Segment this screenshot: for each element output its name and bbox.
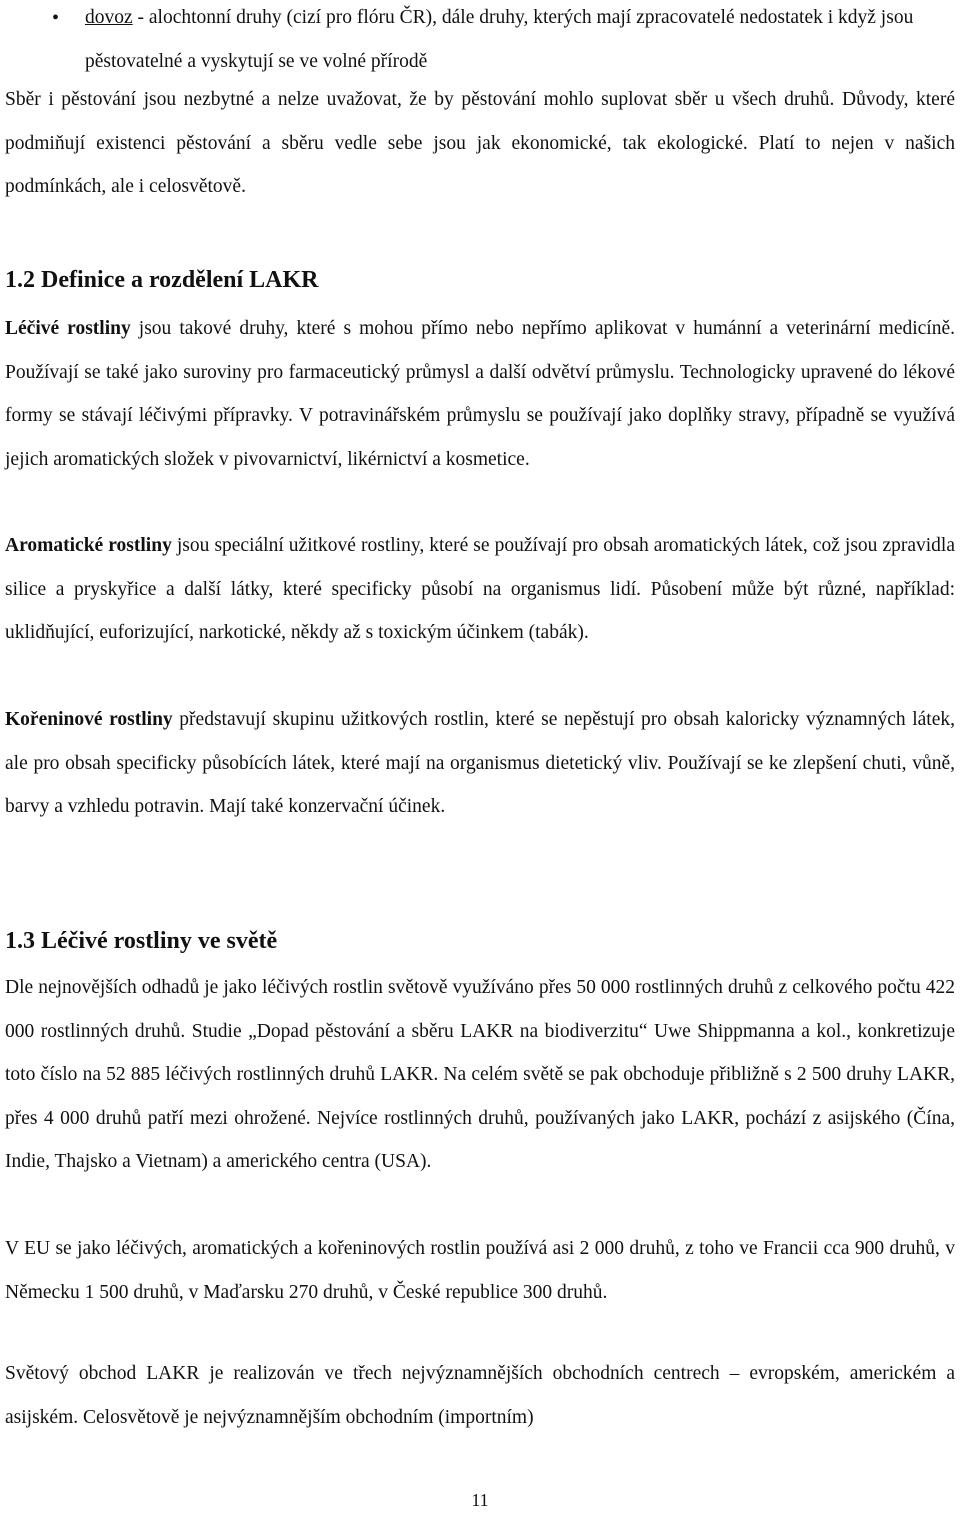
paragraph-text: jsou takové druhy, které s mohou přímo nebo nepřímo aplikovat v humánní a veterinární medicíně. Používají se také jako suroviny pro farmaceutický průmysl a další odvětví průmyslu. Technologicky upravené do lékové formy se stávají léčivými přípravky. V potravinářském průmyslu se používají jako doplňky stravy, případně se využívá jejich aromatických složek v pivovarnictví, likérnictví a kosmetice. — [5, 318, 955, 470]
bullet-term: dovoz — [85, 7, 133, 28]
bullet-dot-icon: • — [52, 7, 60, 29]
paragraph-text: jsou speciální užitkové rostliny, které se používají pro obsah aromatických látek, což jsou zpravidla silice a pryskyřice a další látky, které specificky působí na organismus lidí. Působení může být různé, například: uklidňující, euforizující, narkotické, někdy až s toxickým účinkem (tabák). — [5, 535, 956, 644]
bullet-text — [85, 0, 951, 83]
bullet-body: - alochtonní druhy (cizí pro flóru ČR), dále druhy, kterých mají zpracovatelé nedostatek i když jsou pěstovatelné a vyskytují se ve volné přírodě — [85, 7, 914, 72]
intro-paragraph: Sběr i pěstování jsou nezbytné a nelze uvažovat, že by pěstování mohlo suplovat sběr u všech druhů. Důvody, které podmiňují existenci pěstování a sběru vedle sebe jsou jak ekonomické, tak ekologické. Platí to nejen v našich podmínkách, ale i celosvětově. — [5, 89, 955, 198]
paragraph-text: představují skupinu užitkových rostlin, které se nepěstují pro obsah kaloricky významných látek, ale pro obsah specificky působících látek, které mají na organismus dietetický vliv. Používají se ke zlepšení chuti, vůně, barvy a vzhledu potravin. Mají také konzervační účinek. — [5, 709, 956, 818]
term-koreninove-rostliny: Kořeninové rostliny — [5, 709, 173, 730]
paragraph-world-trade: Světový obchod LAKR je realizován ve třech nejvýznamnějších obchodních centrech – evropském, americkém a asijském. Celosvětově je nejvýznamnějším obchodním (importním) — [5, 1363, 955, 1428]
paragraph-aromaticke-rostliny — [5, 524, 955, 655]
paragraph-world-estimates: Dle nejnovějších odhadů je jako léčivých rostlin světově využíváno přes 50 000 rostlinných druhů z celkového počtu 422 000 rostlinných druhů. Studie „Dopad pěstování a sběru LAKR na biodiverzitu“ Uwe Shippmanna a kol., konkretizuje toto číslo na 52 885 léčivých rostlinných druhů LAKR. Na celém světě se pak obchoduje přibližně s 2 500 druhy LAKR, přes 4 000 druhů patří mezi ohrožené. Nejvíce rostlinných druhů, používaných jako LAKR, pochází z asijského (Čína, Indie, Thajsko a Vietnam) a amerického centra (USA). — [5, 977, 955, 1173]
paragraph-koreninove-rostliny — [5, 698, 955, 829]
paragraph-eu-usage: V EU se jako léčivých, aromatických a kořeninových rostlin používá asi 2 000 druhů, z toho ve Francii cca 900 druhů, v Německu 1 500 druhů, v Maďarsku 270 druhů, v České republice 300 druhů. — [5, 1238, 955, 1303]
page-number: 11 — [471, 1490, 489, 1510]
section-heading-1-2: 1.2 Definice a rozdělení LAKR — [5, 267, 319, 293]
term-lecive-rostliny: Léčivé rostliny — [5, 318, 131, 339]
paragraph-lecive-rostliny — [5, 307, 955, 481]
term-aromaticke-rostliny: Aromatické rostliny — [5, 535, 172, 556]
section-heading-1-3: 1.3 Léčivé rostliny ve světě — [5, 928, 278, 954]
